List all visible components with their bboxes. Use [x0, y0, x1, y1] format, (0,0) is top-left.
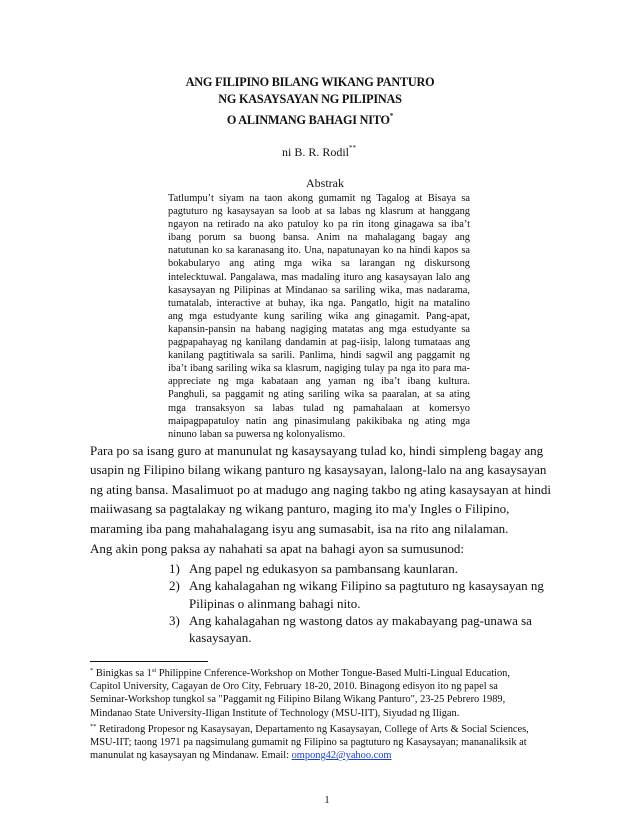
title-line-3-text: O ALINMANG BAHAGI NITO	[226, 113, 390, 127]
abstract-line: intelecktuwal. Pangalawa, mas madaling ituro ang kasaysayan lalo ang	[168, 271, 470, 283]
title-line-1: ANG FILIPINO BILANG WIKANG PANTURO	[185, 75, 435, 89]
footnote-1-text-b: Philippine Cnference-Workshop on Mother Tongue-Based Multi-Lingual Education,	[156, 668, 510, 679]
list-item-line: Ang kahalagahan ng wastong datos ay makabayang pag-unawa sa	[189, 612, 532, 628]
list-item	[169, 577, 549, 612]
paragraph-line: maraming iba pang mahahalagang isyu ang sumasabit, isa na rito ang nilalaman.	[90, 520, 509, 536]
list-item-text	[189, 560, 458, 577]
body-paragraph-1	[90, 441, 552, 538]
list-item-number: 1)	[169, 561, 180, 576]
footnote-1-line-1	[90, 664, 548, 680]
list-item-text	[189, 612, 532, 647]
title-line-2: NG KASAYSAYAN NG PILIPINAS	[218, 92, 402, 106]
body-paragraph-2: Ang akin pong paksa ay nahahati sa apat na bahagi ayon sa sumusunod:	[90, 541, 465, 556]
author-name: ni B. R. Rodil	[281, 145, 349, 159]
abstract-text	[168, 192, 470, 441]
abstract-line: Panghuli, sa paggamit ng ating sariling wika sa paaralan, at sa ating	[168, 389, 470, 401]
paragraph-line: usapin ng Filipino bilang wikang panturo ng kasaysayan, lalong-lalo na ang kasaysayan	[90, 462, 547, 478]
footnotes	[90, 664, 548, 762]
list-item	[169, 560, 549, 577]
abstract-line: kasaysayan ng Pilipinas at Mindanao sa sariling wika, mas nadarama,	[168, 284, 470, 296]
abstract-line: iba’t ibang sariling wika sa klasrum, nagiging tulay pa nga ito para ma-	[168, 363, 470, 375]
abstract-line: maipagpapatuloy natin ang pinasimulang pakikibaka ng ating mga	[168, 415, 470, 427]
footnote-2-line-2: MSU-IIT; taong 1971 pa nagsimulang gumamit ng Filipino sa pagtuturo ng Kasaysayan; mananaliksik at	[90, 737, 527, 749]
abstract-line: ninuno laban sa puwersa ng kolonyalismo.	[168, 428, 346, 440]
footnote-2-text-c: manunulat ng kasaysayan ng Mindanaw. Email:	[90, 750, 292, 762]
paragraph-line: maiiwasang sa pagtalakay ng wikang panturo, maging ito ma'y Ingles o Filipino,	[90, 501, 510, 517]
footnote-2-line-1	[90, 720, 548, 736]
footnote-2-text-a: Retiradong Propesor ng Kasaysayan, Departamento ng Kasaysayan, College of Arts & Social Sciences,	[99, 723, 529, 735]
page-number: 1	[324, 795, 330, 806]
title-line-3	[150, 108, 470, 129]
paper-title	[150, 74, 470, 129]
list-item-number: 3)	[169, 612, 180, 628]
abstract-line: pagpapahayag ng kanilang dandamin at pag-iisip, lalong tumataas ang	[168, 337, 470, 349]
abstract-line: kanilang pagtitiwala sa sarili. Panlima, hindi sagwil ang paggamit ng	[168, 350, 470, 362]
paragraph-line: Para po sa isang guro at manunulat ng kasaysayang tulad ko, hindi simpleng bagay ang	[90, 443, 544, 458]
author-byline	[0, 144, 638, 160]
abstract-line: pagtuturo ng kasaysayan sa loob at sa labas ng klasrum at hanggang	[168, 206, 470, 218]
abstract-line: Tatlumpu’t siyam na taon akong gumamit ng Tagalog at Bisaya sa	[168, 193, 470, 204]
footnote-1-marker: *	[90, 667, 94, 674]
author-footnote-marker: **	[349, 144, 356, 152]
abstract-line: ngayon na retirado na ako patuloy ko pa rin itong ginagawa sa iba’t	[168, 219, 470, 231]
footnote-1-line-4: Mindanao State University-Iligan Institute of Technology (MSU-IIT), Siyudad ng Iligan.	[90, 707, 460, 719]
list-item-line: Pilipinas o alinmang bahagi nito.	[189, 595, 361, 611]
author-email-link[interactable]: ompong42@yahoo.com	[291, 750, 392, 762]
list-item-line: Ang papel ng edukasyon sa pambansang kaunlaran.	[189, 561, 458, 576]
footnote-divider	[90, 661, 208, 662]
list-item-line: kasaysayan.	[189, 630, 252, 646]
footnote-1-text-a: Binigkas sa 1	[95, 668, 152, 679]
abstract-line: ibang porum sa buong bansa. Anim na mahalagang bagay ang	[168, 232, 470, 244]
abstract-line: mga transaksyon sa labas tulad ng pamahalaan at komersyo	[168, 402, 470, 414]
footnote-1-line-2: Capitol University, Cagayan de Oro City, February 18-20, 2010. Binagong edisyon ito ng papel sa	[90, 681, 498, 693]
abstract-line: tumatalab, interactive at buhay, ika nga. Pangatlo, higit na matalino	[168, 297, 470, 309]
abstract-line: bokabularyo ang ating mga wika sa larangan ng diskursong	[168, 258, 470, 270]
title-footnote-marker: *	[389, 112, 394, 120]
abstract-line: natutunan ko sa karanasang ito. Una, napatunayan ko na hindi kapos sa	[168, 245, 470, 257]
footnote-1-ordinal: st	[151, 667, 157, 674]
footnote-2-marker: **	[90, 722, 97, 730]
abstract-heading: Abstrak	[306, 176, 344, 190]
abstract-line: kapansin-pansin na habang nagiging matatas ang mga estudyante sa	[168, 323, 470, 335]
list-item-text	[189, 577, 544, 612]
list-item-line: Ang kahalagahan ng wikang Filipino sa pagtuturo ng kasaysayan ng	[189, 578, 544, 594]
footnote-1-line-3: Seminar-Workshop tungkol sa "Paggamit ng Filipino Bilang Wikang Panturo", 23-25 Pebrero 1989,	[90, 694, 506, 706]
topic-list	[169, 560, 549, 646]
paragraph-line: ng ating bansa. Masalimuot po at madugo ang naging takbo ng ating kasaysayan at hindi	[90, 481, 552, 497]
list-item	[169, 612, 549, 647]
footnote-2-line-3	[90, 749, 548, 762]
abstract-line: appreciate ng mga kabataan ang yaman ng iba’t ibang kultura.	[168, 376, 470, 388]
abstract-line: ang mga estudyante kung sariling wika ang ginagamit. Pang-apat,	[168, 310, 470, 322]
list-item-number: 2)	[169, 578, 180, 594]
